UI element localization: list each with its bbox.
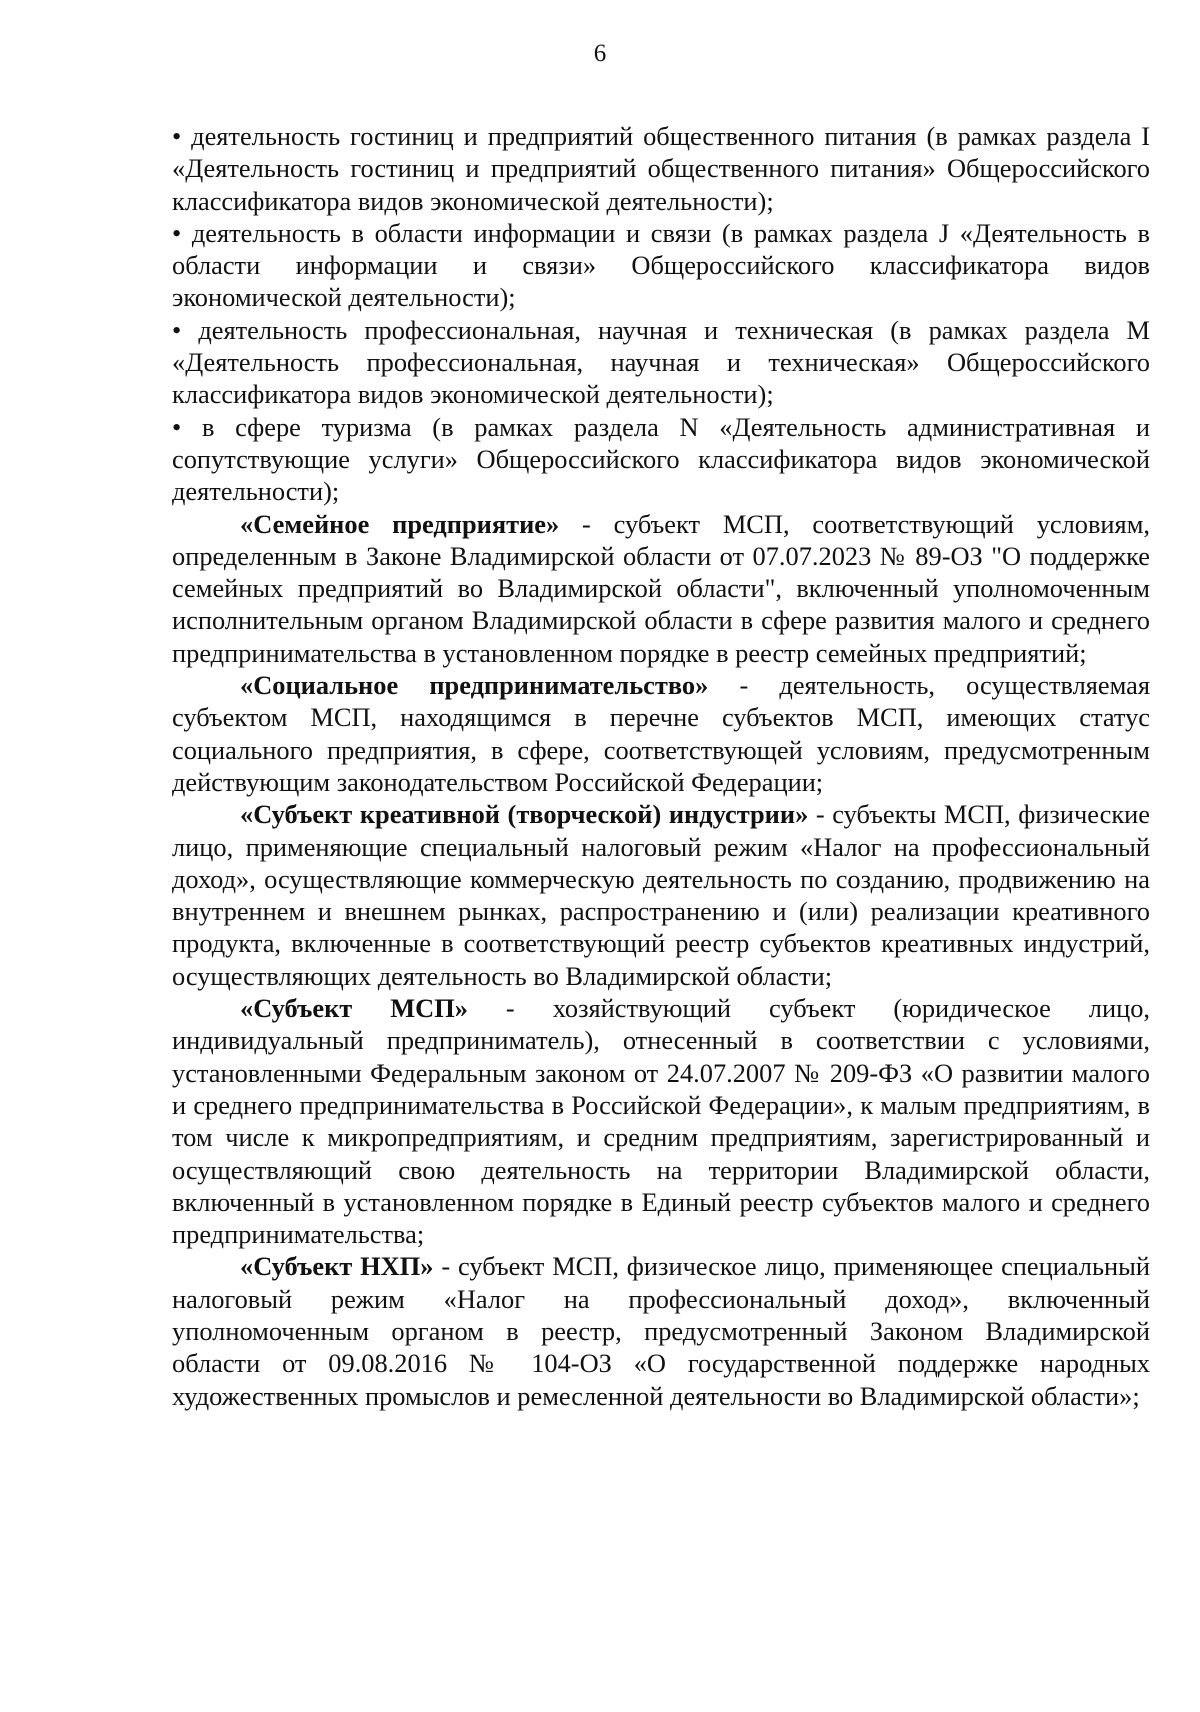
bullet-item: • деятельность профессиональная, научная и техническая (в рамках раздела M «Деятельность профессиональная, научная и техническая» Общероссийского классификатора видов экономической деятельности);: [172, 314, 1150, 411]
definition-paragraph: [172, 1250, 1150, 1411]
definition-text: - субъект МСП, физическое лицо, применяющее специальный налоговый режим «Налог на профессиональный доход», включенный уполномоченным органом в реестр, предусмотренный Законом Владимирской области от 09.08.2016 № 104-ОЗ «О государственной поддержке народных художественных промыслов и ремесленной деятельности во Владимирской области»;: [172, 1251, 1150, 1411]
page-number: 6: [593, 40, 607, 67]
definition-term: «Субъект МСП»: [240, 993, 468, 1024]
document-body: [172, 120, 1150, 1412]
definition-text: - деятельность, осуществляемая субъектом МСП, находящимся в перечне субъектов МСП, имеющих статус социального предприятия, в сфере, соответствующей условиям, предусмотренным действующим законодательством Российской Федерации;: [172, 670, 1151, 797]
bullet-item: • деятельность в области информации и связи (в рамках раздела J «Деятельность в области информации и связи» Общероссийского классификатора видов экономической деятельности);: [172, 217, 1150, 314]
definition-term: «Социальное предпринимательство»: [240, 670, 709, 701]
definition-term: «Субъект креативной (творческой) индустрии»: [240, 799, 809, 830]
definition-paragraph: [172, 669, 1150, 798]
definition-paragraph: [172, 992, 1150, 1250]
definition-term: «Семейное предприятие»: [240, 508, 560, 539]
bullet-item: • деятельность гостиниц и предприятий общественного питания (в рамках раздела I «Деятельность гостиниц и предприятий общественного питания» Общероссийского классификатора видов экономической деятельности);: [172, 120, 1150, 217]
definition-text: - субъекты МСП, физические лицо, применяющие специальный налоговый режим «Налог на профессиональный доход», осуществляющие коммерческую деятельность по созданию, продвижению на внутреннем и внешнем рынках, распространению и (или) реализации креативного продукта, включенные в соответствующий реестр субъектов креативных индустрий, осуществляющих деятельность во Владимирской области;: [172, 799, 1150, 991]
definition-text: - субъект МСП, соответствующий условиям, определенным в Законе Владимирской области от 07.07.2023 № 89-ОЗ "О поддержке семейных предприятий во Владимирской области", включенный уполномоченным исполнительным органом Владимирской области в сфере развития малого и среднего предпринимательства в установленном порядке в реестр семейных предприятий;: [172, 508, 1150, 668]
definition-term: «Субъект НХП»: [240, 1251, 434, 1282]
bullet-item: • в сфере туризма (в рамках раздела N «Деятельность административная и сопутствующие услуги» Общероссийского классификатора видов экономической деятельности);: [172, 411, 1150, 508]
definition-paragraph: [172, 508, 1150, 669]
definition-text: - хозяйствующий субъект (юридическое лицо, индивидуальный предприниматель), отнесенный в соответствии с условиями, установленными Федеральным законом от 24.07.2007 № 209-ФЗ «О развитии малого и среднего предпринимательства в Российской Федерации», к малым предприятиям, в том числе к микропредприятиям, и средним предприятиям, зарегистрированный и осуществляющий свою деятельность на территории Владимирской области, включенный в установленном порядке в Единый реестр субъектов малого и среднего предпринимательства;: [172, 993, 1150, 1250]
definition-paragraph: [172, 798, 1150, 992]
